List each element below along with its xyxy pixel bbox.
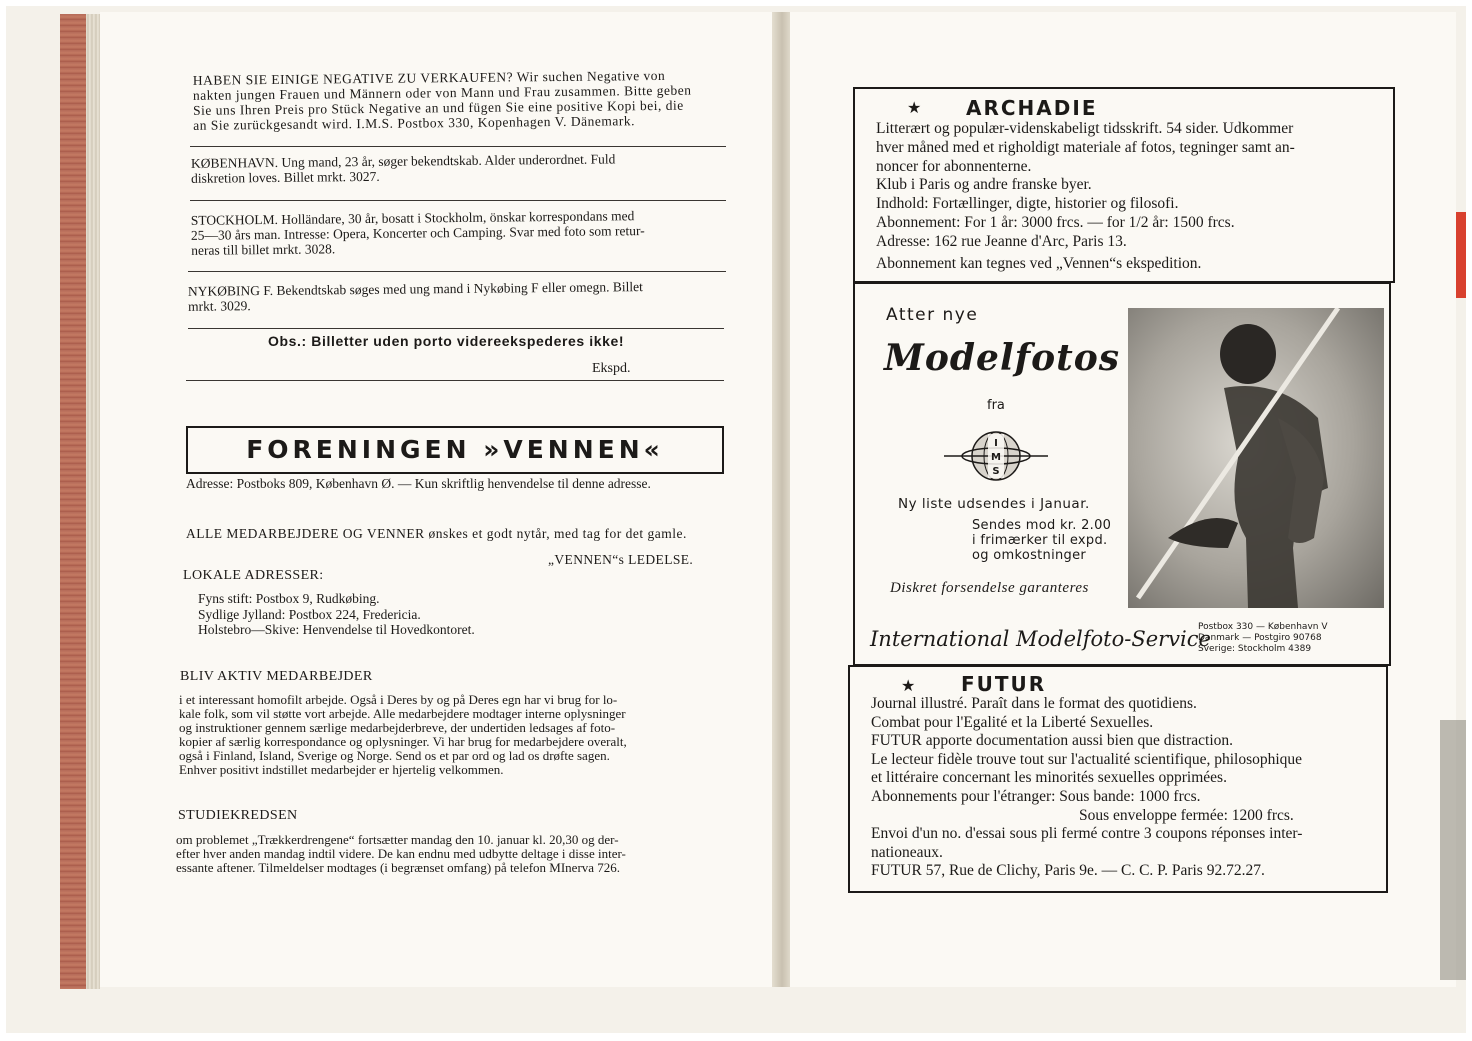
ad-line: Adresse: 162 rue Jeanne d'Arc, Paris 13. [876,232,1127,250]
fra-label: fra [987,398,1005,413]
star-icon: ★ [907,98,922,117]
obs-notice: Obs.: Billetter uden porto videreekspederes ikke! [268,333,625,349]
page-edge-marker [1456,212,1466,298]
ad-line: FUTUR apporte documentation aussi bien que distraction. [871,732,1234,750]
foreningen-title: FORENINGEN »VENNEN« [186,426,724,474]
greeting: ALLE MEDARBEJDERE OG VENNER ønskes et godt nytår, med tag for det gamle. [186,526,687,541]
paragraph-line: essante aftener. Tilmeldelser modtages (i begrænset omfang) på telefon MInerva 726. [176,860,621,875]
ad-negatives [193,67,734,133]
svg-text:M: M [991,452,1001,463]
contact-line: Danmark — Postgiro 90768 [1198,633,1322,643]
ad-line: diskretion loves. Billet mrkt. 3027. [191,168,380,186]
model-photo [1128,308,1384,608]
lokale-heading: LOKALE ADRESSER: [183,568,324,583]
book-spine-edge [86,14,100,989]
ims-globe-icon [940,428,1052,484]
greeting-signature: „VENNEN“s LEDELSE. [548,552,694,567]
studie-paragraph [176,833,721,875]
archadie-text [876,120,1295,273]
bliv-heading: BLIV AKTIV MEDARBEJDER [180,669,373,684]
futur-title: FUTUR [961,672,1047,696]
lokale-list [198,591,475,638]
ad-stockholm [191,207,731,258]
ad-line: et littéraire concernant les minorités sexuelles opprimées. [871,769,1227,787]
ad-line: nationeaux. [871,843,943,861]
divider [186,380,724,381]
paragraph-line: også i Finland, Island, Sverige og Norge. Send os et par ord og lad os drøfte sagen. [179,748,610,763]
paragraph-line: i et interessant homofilt arbejde. Også i Deres by og på Deres egn har vi brug for lo- [179,692,618,707]
paragraph-line: kopier af særlig korrespondance og oplysninger. Vi har brug for medarbejdere overalt, [179,734,627,749]
model-photo-figure [1128,308,1384,608]
ad-line: neras till billet mrkt. 3028. [191,241,336,258]
modelfotos-title: Modelfotos [884,337,1121,379]
ad-line: Sous enveloppe fermée: 1200 frcs. [1079,806,1294,824]
ad-kobenhavn [191,150,731,186]
book-binding-cloth [60,14,88,989]
ad-line: Abonnement: For 1 år: 3000 frcs. — for 1/2 år: 1500 frcs. [876,213,1235,231]
list-item: Fyns stift: Postbox 9, Rudkøbing. [198,591,380,606]
ad-line: Sie uns Ihren Preis pro Stück Negative an und fügen Sie eine positive Kopi bei, die [193,97,684,118]
ad-line: Envoi d'un no. d'essai sous pli fermé contre 3 coupons réponses inter- [871,825,1303,843]
paragraph-line: Enhver positivt indstillet medarbejder er hjertelig velkommen. [179,762,504,777]
page-edge-shadow [1440,720,1466,980]
liste-text: Ny liste udsendes i Januar. [898,496,1090,512]
info-line: i frimærker til expd. [972,533,1108,548]
ad-nykobing [188,278,728,314]
ad-line: mrkt. 3029. [188,298,251,314]
diskret-text: Diskret forsendelse garanteres [890,580,1089,596]
studie-heading: STUDIEKREDSEN [178,808,298,823]
divider [190,146,726,147]
list-item: Sydlige Jylland: Postbox 224, Fredericia. [198,606,421,622]
paragraph-line: efter hver anden mandag indtil videre. De kan endnu med udbytte deltage i disse inter- [176,846,626,861]
ims-logo-letters: I [994,438,998,449]
list-item: Holstebro—Skive: Henvendelse til Hovedkontoret. [198,622,475,637]
divider [188,328,724,329]
contact-line: Sverige: Stockholm 4389 [1198,644,1312,654]
paragraph-line: om problemet „Trækkerdrengene“ fortsætter mandag den 10. januar kl. 20,30 og der- [176,832,619,847]
ad-line: Journal illustré. Paraît dans le format des quotidiens. [871,695,1197,712]
sendes-text [972,518,1111,563]
ad-line: hver måned med et righoldigt materiale af fotos, tegninger samt an- [876,138,1295,156]
ad-line: noncer for abonnenterne. [876,157,1032,175]
ad-line: Abonnements pour l'étranger: Sous bande: 1000 frcs. [871,787,1201,805]
ad-line: 25—30 års man. Intresse: Opera, Koncerter och Camping. Svar med foto som retur- [190,223,645,243]
ad-line: NYKØBING F. Bekendtskab søges med ung mand i Nykøbing F eller omegn. Billet [187,279,643,299]
book-gutter [772,12,792,987]
atter-nye-label: Atter nye [886,305,979,325]
ad-line: nakten jungen Frauen und Männern oder von Mann und Frau zusammen. Bitte geben [192,82,692,103]
ad-line: Klub i Paris og andre franske byer. [876,176,1092,194]
info-line: og omkostninger [972,548,1087,563]
archadie-title: ARCHADIE [966,96,1098,120]
info-line: Sendes mod kr. 2.00 [972,518,1112,533]
ad-line: STOCKHOLM. Holländare, 30 år, bosatt i Stockholm, önskar korrespondans med [190,208,635,228]
service-name: International Modelfoto-Service [870,627,1211,651]
ad-line: KØBENHAVN. Ung mand, 23 år, søger bekendtskab. Alder underordnet. Fuld [190,151,616,171]
foreningen-address: Adresse: Postboks 809, København Ø. — Kun skriftlig henvendelse til denne adresse. [186,476,651,491]
ad-line: an Sie zurückgesandt wird. I.M.S. Postbox 330, Kopenhagen V. Dänemark. [193,113,635,133]
ad-line: Le lecteur fidèle trouve tout sur l'actualité scientifique, philosophique [871,750,1303,768]
star-icon: ★ [901,676,916,695]
paragraph-line: kale folk, som vil støtte vort arbejde. Alle medarbejdere modtager interne oplysninger [179,706,626,721]
ad-line: Indhold: Fortællinger, digte, historier og filosofi. [876,195,1179,213]
ad-line: FUTUR 57, Rue de Clichy, Paris 9e. — C. C. P. Paris 92.72.27. [871,862,1265,880]
obs-signature: Ekspd. [592,361,631,376]
futur-text [871,695,1302,881]
ad-line: Abonnement kan tegnes ved „Vennen“s ekspedition. [876,254,1202,272]
ad-line: Litterært og populær-videnskabeligt tidsskrift. 54 sider. Udkommer [876,120,1294,137]
divider [190,200,726,201]
contact-details [1198,622,1328,655]
svg-text:S: S [992,466,1000,477]
ad-line: Combat pour l'Egalité et la Liberté Sexuelles. [871,713,1154,731]
ad-line: HABEN SIE EINIGE NEGATIVE ZU VERKAUFEN? Wir suchen Negative von [192,67,666,88]
contact-line: Postbox 330 — København V [1198,622,1328,632]
divider [188,271,726,272]
paragraph-line: og instruktioner gennem særlige medarbejderbreve, der undertiden ledsages af foto- [179,720,616,735]
bliv-paragraph [179,693,724,777]
